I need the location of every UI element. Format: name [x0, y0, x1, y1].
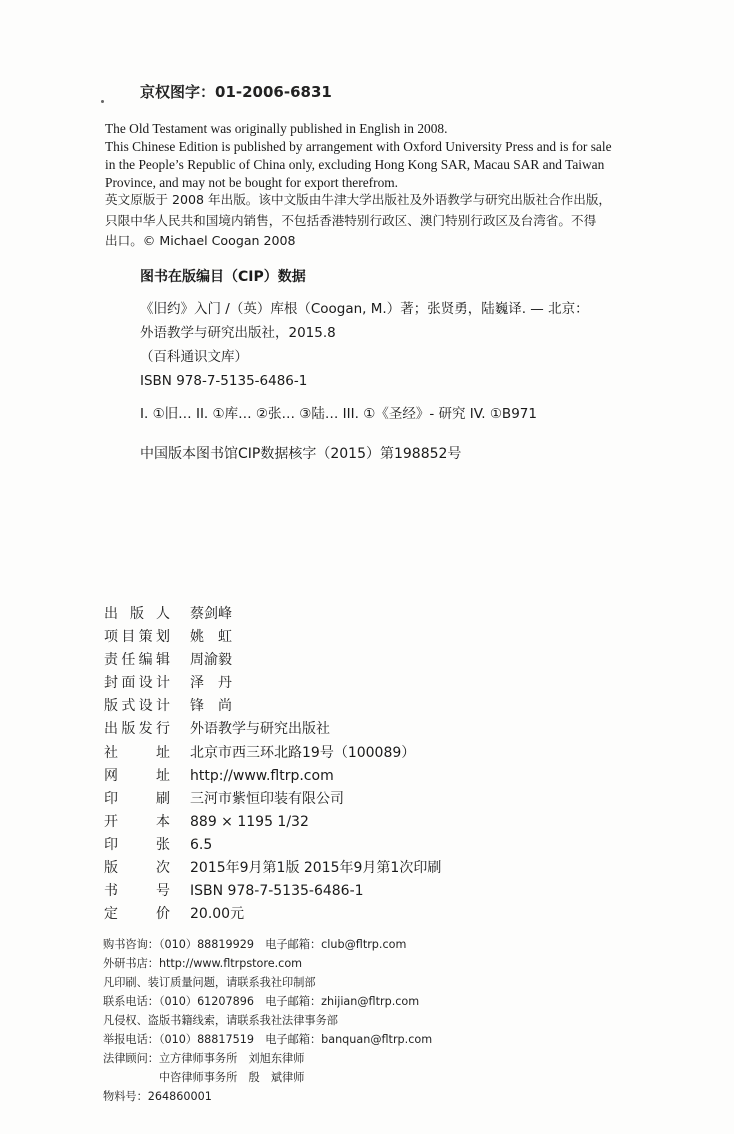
english-publication-notice — [105, 120, 665, 192]
chinese-notice-line: 出口。© Michael Coogan 2008 — [105, 233, 296, 248]
english-notice-line: The Old Testament was originally published in English in 2008. — [105, 121, 448, 136]
chinese-notice-line: 只限中华人民共和国境内销售，不包括香港特别行政区、澳门特别行政区及台湾省。不得 — [105, 212, 597, 228]
credit-value: 外语教学与研究出版社 — [190, 721, 330, 738]
contact-line: 凡侵权、盗版书籍线索，请联系我社法律事务部 — [103, 1014, 338, 1027]
credit-label: 印张 — [104, 836, 170, 853]
contact-line: 物料号：264860001 — [103, 1090, 212, 1103]
credit-value: 20.00元 — [190, 906, 245, 923]
credit-label: 书号 — [104, 883, 170, 900]
credit-value: ISBN 978-7-5135-6486-1 — [190, 883, 364, 900]
credit-label: 印刷 — [104, 790, 170, 807]
credit-label: 责任编辑 — [104, 652, 170, 669]
cip-record — [140, 297, 589, 393]
credit-value: 2015年9月第1版 2015年9月第1次印刷 — [190, 860, 442, 877]
copyright-registration: 京权图字：01-2006-6831 — [140, 83, 332, 101]
contact-line: 凡印刷、装订质量问题，请联系我社印制部 — [103, 976, 316, 989]
credit-value: 889 × 1195 1/32 — [190, 813, 309, 830]
contact-line: 购书咨询：（010）88819929 电子邮箱：club@fltrp.com — [103, 938, 407, 951]
credit-label: 出版人 — [104, 606, 170, 622]
credit-value: 周渝毅 — [190, 652, 232, 669]
credit-value: 锋 尚 — [190, 698, 232, 715]
contact-information — [103, 935, 432, 1106]
cip-line: ISBN 978-7-5135-6486-1 — [140, 373, 308, 389]
page-dot-mark — [101, 100, 104, 103]
credit-label: 开本 — [104, 813, 170, 830]
cip-heading: 图书在版编目（CIP）数据 — [140, 269, 306, 285]
chinese-publication-notice — [105, 190, 675, 252]
credit-label: 版式设计 — [104, 698, 170, 715]
contact-line: 举报电话：（010）88817519 电子邮箱：banquan@fltrp.com — [103, 1033, 433, 1046]
english-notice-line: in the People’s Republic of China only, excluding Hong Kong SAR, Macau SAR and Taiwan — [105, 157, 605, 172]
cip-classification: I. ①旧… II. ①库… ②张… ③陆… III. ①《圣经》- 研究 IV. ①B971 — [140, 406, 537, 422]
contact-line: 联系电话：（010）61207896 电子邮箱：zhijian@fltrp.com — [103, 995, 420, 1008]
cip-approval-number: 中国版本图书馆CIP数据核字（2015）第198852号 — [140, 446, 462, 462]
contact-line: 中咨律师事务所 殷 斌律师 — [103, 1071, 305, 1084]
contact-line: 外研书店：http://www.fltrpstore.com — [103, 957, 303, 970]
credit-value: 三河市紫恒印装有限公司 — [190, 790, 344, 807]
english-notice-line: This Chinese Edition is published by arrangement with Oxford University Press and is for sale — [105, 139, 612, 154]
credit-value: 蔡剑峰 — [190, 606, 232, 622]
credit-value: 泽 丹 — [190, 675, 232, 692]
credit-value: 姚 虹 — [190, 629, 232, 646]
cip-line: 《旧约》入门 /（英）库根（Coogan, M.）著；张贤勇，陆巍译. — 北京： — [140, 301, 589, 317]
credit-label: 封面设计 — [104, 675, 170, 692]
credit-value: 6.5 — [190, 836, 213, 853]
credit-label: 社址 — [104, 744, 170, 761]
contact-line: 法律顾问：立方律师事务所 刘旭东律师 — [103, 1052, 305, 1065]
cip-line: （百科通识文库） — [140, 349, 248, 365]
credit-value: http://www.fltrp.com — [190, 767, 334, 784]
english-notice-line: Province, and may not be bought for export therefrom. — [105, 175, 399, 190]
credit-label: 出版发行 — [104, 721, 170, 738]
cip-line: 外语教学与研究出版社，2015.8 — [140, 325, 336, 341]
credit-value: 北京市西三环北路19号（100089） — [190, 744, 416, 761]
chinese-notice-line: 英文原版于 2008 年出版。该中文版由牛津大学出版社及外语教学与研究出版社合作出版， — [105, 192, 612, 207]
credit-label: 项目策划 — [104, 629, 170, 646]
credit-label: 定价 — [104, 906, 170, 923]
credit-label: 网址 — [104, 767, 170, 784]
credit-label: 版次 — [104, 860, 170, 877]
